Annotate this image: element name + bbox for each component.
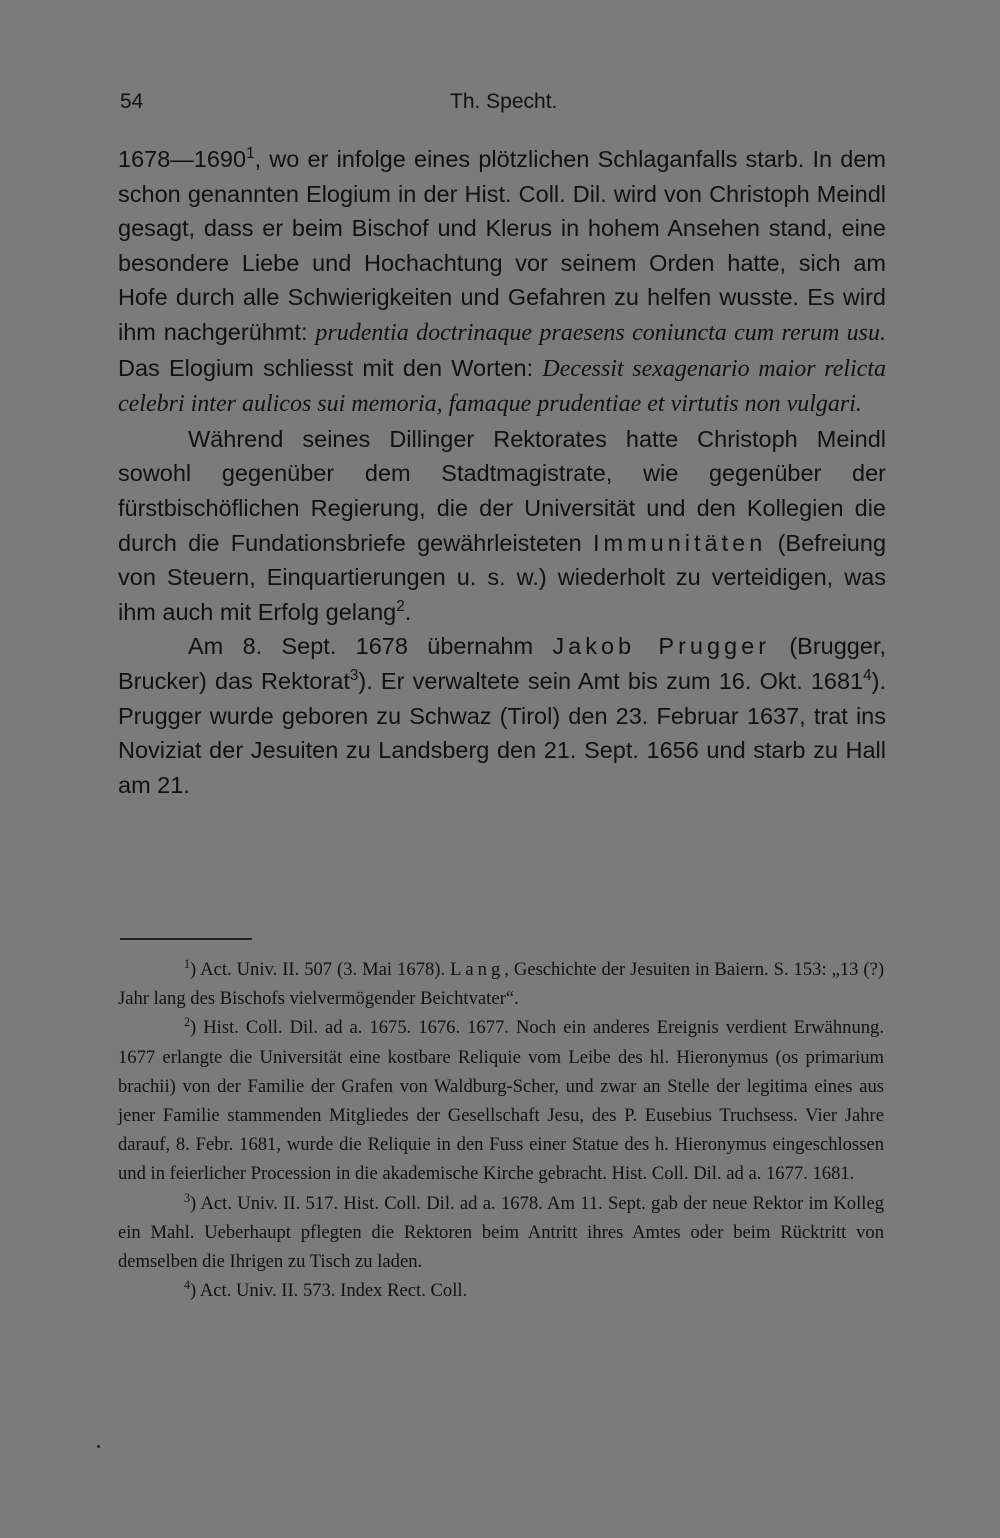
spaced-name: Jakob Prugger: [552, 633, 771, 660]
page-header: [120, 82, 880, 118]
footnote-3: $^3$) Act. Univ. II. 517. Hist. Coll. Dil. ad a. 1678. Am 11. Sept. gab der neue Rektor im Kolleg ein Mahl. Ueberhaupt pflegten die Rektoren beim Antritt ihres Amtes oder beim Rücktritt von demselben die Ihrigen zu Tisch zu laden.: [118, 1190, 884, 1273]
footnotes: [118, 955, 884, 1305]
footnote-separator: [120, 938, 252, 940]
page-number: 54: [120, 90, 144, 113]
footnote-ref-4: 4: [863, 667, 872, 685]
paragraph-2: Während seines Dillinger Rektorates hatte Christoph Meindl sowohl gegenüber dem Stadtmagistrate, wie gegenüber der fürstbischöflichen Regierung, die der Universität und den Kollegien die durch die Fundationsbriefe gewährleisteten Immunitäten (Befreiung von Steuern, Einquartierungen u. s. w.) wiederholt zu verteidigen, was ihm auch mit Erfolg gelang$^2$.: [118, 425, 887, 625]
footnote-1: $^1$) Act. Univ. II. 507 (3. Mai 1678). Lang, Geschichte der Jesuiten in Baiern. S. 153: „13 (?) Jahr lang des Bischofs vielvermögender Beichtvater“.: [118, 956, 885, 1010]
running-title: Th. Specht.: [450, 90, 558, 113]
footnote-ref-3: 3: [349, 667, 359, 685]
footnote-4: $^4$) Act. Univ. II. 573. Index Rect. Coll.: [184, 1278, 468, 1302]
paragraph-3: Am 8. Sept. 1678 übernahm Jakob Prugger (Brugger, Brucker) das Rektorat$^3$). Er verwaltete sein Amt bis zum 16. Okt. 1681$^4$). Prugger wurde geboren zu Schwaz (Tirol) den 23. Februar 1637, trat ins Noviziat der Jesuiten zu Landsberg den 21. Sept. 1656 und starb zu Hall am 21.: [118, 633, 887, 798]
spaced-term: Immunitäten: [592, 529, 767, 556]
latin-quote-1: prudentia doctrinaque praesens coniuncta cum rerum usu.: [315, 319, 886, 346]
footnote-ref-2: 2: [396, 597, 405, 615]
body-text: [118, 142, 886, 802]
margin-mark: [97, 1445, 100, 1448]
footnote-2: $^2$) Hist. Coll. Dil. ad a. 1675. 1676. 1677. Noch ein anderes Ereignis verdient Erwähnung. 1677 erlangte die Universität eine kostbare Reliquie vom Leibe des hl. Hieronymus (os primarium brachii) von der Familie der Grafen von Waldburg-Scher, und zwar an Stelle der legitima eines aus jener Familie stammenden Mitgliedes der Gesellschaft Jesu, des P. Eusebius Truchsess. Vier Jahre darauf, 8. Febr. 1681, wurde die Reliquie in den Fuss einer Statue des h. Hieronymus eingeschlossen und in feierlicher Procession in die akademische Kirche gebracht. Hist. Coll. Dil. ad a. 1677. 1681.: [118, 1015, 884, 1185]
paragraph-1: 1678—1690$^1$, wo er infolge eines plötzlichen Schlaganfalls starb. In dem schon genannten Elogium in der Hist. Coll. Dil. wird von Christoph Meindl gesagt, dass er beim Bischof und Klerus in hohem Ansehen stand, eine besondere Liebe und Hochachtung vor seinem Orden hatte, sich am Hofe durch alle Schwierigkeiten und Gefahren zu helfen wusste. Es wird ihm nachgerühmt: prudentia doctrinaque praesens coniuncta cum rerum usu. Das Elogium schliesst mit den Worten: Decessit sexagenario maior relicta celebri inter aulicos sui memoria, famaque prudentiae et virtutis non vulgari.: [118, 145, 886, 418]
footnote-ref-1: 1: [246, 145, 255, 163]
latin-quote-2: Decessit sexagenario maior relicta celebri inter aulicos sui memoria, famaque prudentiae et virtutis non vulgari.: [118, 355, 886, 418]
